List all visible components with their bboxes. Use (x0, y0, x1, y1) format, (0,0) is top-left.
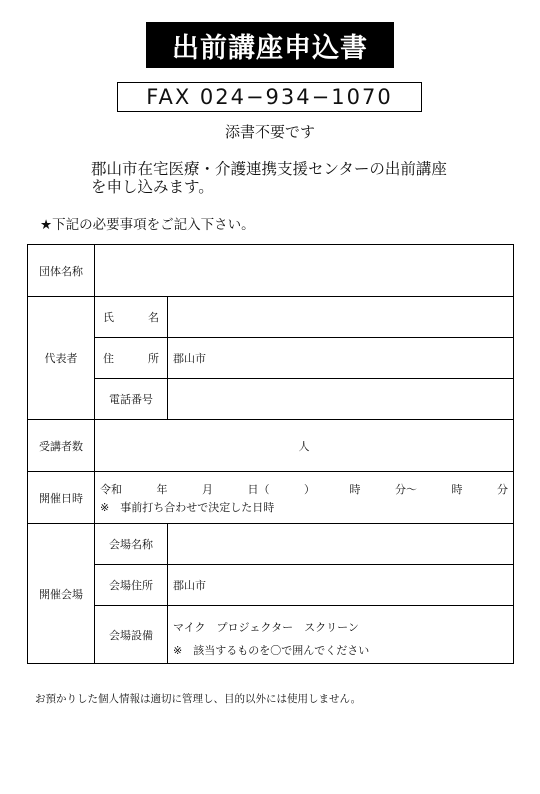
datetime-field[interactable] (95, 472, 514, 524)
venue-address-label: 会場住所 (95, 565, 168, 606)
equipment-options[interactable]: マイク プロジェクター スクリーン (173, 620, 359, 634)
instruction-text: ★下記の必要事項をご記入下さい。 (40, 217, 255, 233)
date-part: ） (304, 482, 315, 496)
datetime-row (28, 472, 514, 524)
date-part: 月 (202, 482, 213, 496)
rep-phone-label: 電話番号 (95, 379, 168, 420)
rep-address-label-cell (95, 338, 168, 379)
fax-number: FAX 024−934−1070 (117, 82, 422, 112)
date-note: ※ 事前打ち合わせで決定した日時 (100, 500, 275, 514)
venue-name-row (28, 524, 514, 565)
date-part: 分 (497, 482, 508, 496)
attendees-unit: 人 (298, 439, 310, 453)
attendees-row (28, 420, 514, 472)
org-name-label: 団体名称 (28, 245, 95, 297)
rep-address-label-a: 住 (103, 352, 114, 365)
date-part: 日（ (247, 482, 270, 496)
application-form-table (27, 244, 514, 664)
venue-label: 開催会場 (28, 524, 95, 664)
venue-name-field[interactable] (168, 524, 514, 565)
form-title: 出前講座申込書 (146, 22, 394, 68)
attendees-field[interactable] (95, 420, 514, 472)
rep-address-field[interactable]: 郡山市 (168, 338, 514, 379)
privacy-note: お預かりした個人情報は適切に管理し、目的以外には使用しません。 (35, 693, 362, 705)
intro-line-1: 郡山市在宅医療・介護連携支援センターの出前講座 (91, 160, 447, 178)
rep-address-label-b: 所 (148, 352, 159, 365)
venue-address-field[interactable]: 郡山市 (168, 565, 514, 606)
no-cover-note: 添書不要です (224, 123, 315, 141)
date-part: 分〜 (395, 482, 417, 496)
rep-name-row (28, 297, 514, 338)
date-part: 時 (349, 482, 361, 496)
org-row (28, 245, 514, 297)
rep-name-label-cell (95, 297, 168, 338)
attendees-label: 受講者数 (28, 420, 95, 472)
date-part: 令和 (100, 482, 122, 496)
date-part: 年 (156, 482, 168, 496)
equipment-note: ※ 該当するものを〇で囲んでください (173, 643, 370, 657)
venue-address-row (28, 565, 514, 606)
rep-phone-field[interactable] (168, 379, 514, 420)
venue-equipment-label: 会場設備 (95, 606, 168, 664)
rep-name-label-b: 名 (148, 311, 159, 324)
datetime-label: 開催日時 (28, 472, 95, 524)
intro-line-2: を申し込みます。 (91, 178, 214, 196)
org-name-field[interactable] (95, 245, 514, 297)
rep-name-label-a: 氏 (103, 311, 114, 324)
rep-address-row (28, 338, 514, 379)
intro-text (91, 160, 491, 196)
venue-equipment-row (28, 606, 514, 664)
venue-name-label: 会場名称 (95, 524, 168, 565)
date-line (100, 481, 508, 497)
rep-phone-row (28, 379, 514, 420)
venue-equipment-field[interactable] (168, 606, 514, 664)
rep-name-field[interactable] (168, 297, 514, 338)
representative-label: 代表者 (28, 297, 95, 420)
date-part: 時 (451, 482, 463, 496)
